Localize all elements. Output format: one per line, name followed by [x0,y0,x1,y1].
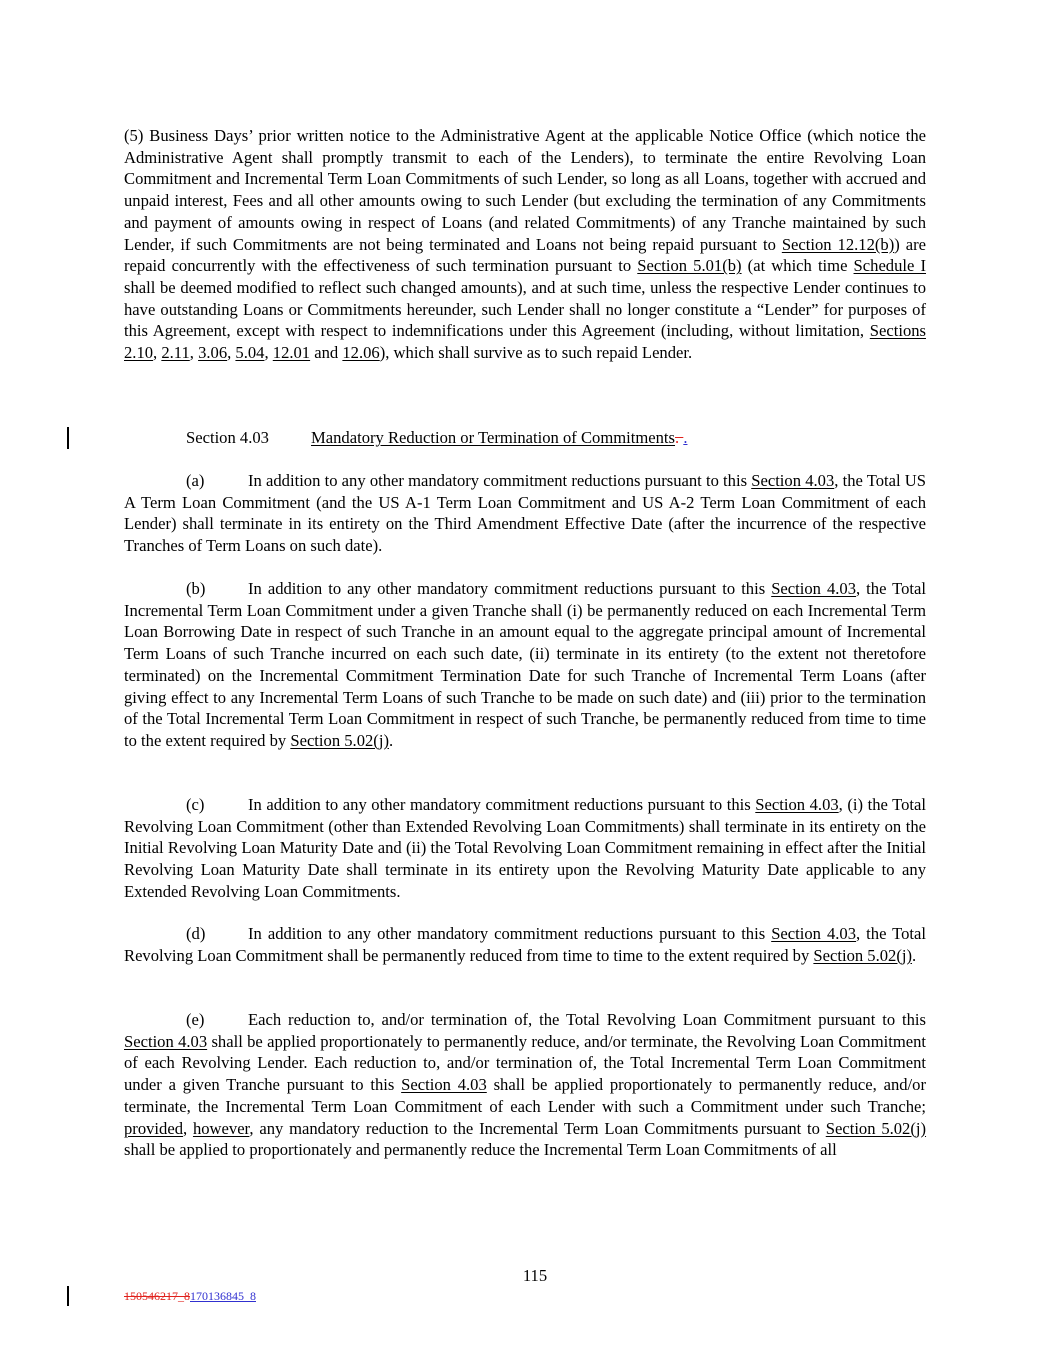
paragraph-label: (a) [186,471,205,490]
paragraph-label: (b) [186,579,206,598]
cross-reference: Section 4.03 [401,1075,487,1095]
inserted-doc-id: 170136845_8 [190,1289,256,1303]
para-text: ), which shall survive as to such repaid Lender. [379,343,693,363]
para-text: shall be deemed modified to reflect such changed amounts), and at such time, unless the respective Lender continues to have outstanding Loans or Commitments hereunder, such Lender shall no longer constitute a “Lender” for purposes of this Agreement, except with respect to indemnifications under this Agreement (including, without limitation, [124,277,926,341]
page-number: 115 [522,1266,548,1285]
cross-reference: 5.04 [235,343,265,363]
cross-reference: Section 5.02(j) [813,945,913,965]
document-id-footer [124,1289,256,1304]
inserted-text: . [683,428,688,447]
section-heading [186,427,687,449]
paragraph-label: (c) [186,795,205,814]
cross-reference: provided [124,1118,183,1138]
cross-reference: however [192,1118,250,1138]
para-text: and [310,343,343,363]
change-bar [67,1286,69,1306]
paragraph-d [124,923,926,966]
cross-reference: Section 4.03 [771,924,857,943]
para-text: , [183,1118,193,1138]
cross-reference: Section 5.02(j) [825,1118,927,1138]
paragraph-b [124,578,926,752]
section-number: Section 4.03 [186,428,269,447]
cross-reference: Sections 2.10 [124,321,926,363]
cross-reference: Section 5.02(j) [290,730,389,750]
cross-reference: 12.06 [342,343,380,363]
cross-reference: Section 4.03 [755,795,839,814]
cross-reference: Section 4.03 [751,471,835,490]
cross-reference: Section 12.12(b) [781,234,895,254]
cross-reference: Section 4.03 [771,579,857,598]
para-text: In addition to any other mandatory commitment reductions pursuant to this [248,579,772,598]
cross-reference: Section 5.01(b) [637,256,742,276]
para-text: shall be applied proportionately to permanently reduce, and/or terminate, the Revolving Loan Commitment of each Revolving Lender. Each reduction to, and/or termination of, the Total Incremental Term Loan Commitment under a given Tranche pursuant to this [124,1031,926,1095]
para-text: In addition to any other mandatory commitment reductions pursuant to this [248,924,772,943]
para-text: In addition to any other mandatory commitment reductions pursuant to this [248,471,752,490]
para-text: , (i) the Total Revolving Loan Commitment (other than Extended Revolving Loan Commitments) shall terminate in its entirety on the Initial Revolving Loan Maturity Date and (ii) the Total Revolving Loan Commitment remaining in effect after the Initial Revolving Loan Maturity Date shall terminate in its entirety upon the Revolving Maturity Date applicable to any Extended Revolving Loan Commitments. [124,795,926,901]
para-text: . [912,945,917,965]
para-text: shall be applied proportionately to permanently reduce, and/or terminate, the Incremental Term Loan Commitment of each Lender with such a Commitment under such Tranche; [124,1075,926,1116]
para-text: Each reduction to, and/or termination of, the Total Revolving Loan Commitment pursuant to this [248,1010,926,1029]
para-text: , the Total Incremental Term Loan Commitment under a given Tranche shall (i) be permanently reduced on each Incremental Term Loan Borrowing Date in respect of such Tranche in an amount equal to the aggregate principal amount of Incremental Term Loans of such Tranche incurred on each such date, (ii) terminate in its entirety (to the extent not theretofore terminated) on the Incremental Commitment Termination Date for such Tranche of Incremental Term Loans (after giving effect to any Incremental Term Loans of such Tranche to be made on such date) and (iii) prior to the termination of the Total Incremental Term Loan Commitment in respect of such Tranche, be permanently reduced from time to time to the extent required by [124,579,927,750]
paragraph-e [124,1009,926,1161]
para-text: , the Total Revolving Loan Commitment shall be permanently reduced from time to time to the extent required by [124,924,927,965]
cross-reference: 12.01 [272,343,311,363]
para-text: , the Total US A Term Loan Commitment (and the US A-1 Term Loan Commitment and US A-2 Term Loan Commitment of each Lender) shall terminate in its entirety on the Third Amendment Effective Date (after the incurrence of the respective Tranches of Term Loans on such date). [124,471,927,556]
para-text: In addition to any other mandatory commitment reductions pursuant to this [248,795,756,814]
para-text: (at which time [741,256,854,276]
para-text: shall be applied to proportionately and permanently reduce the Incremental Term Loan Commitments of all [124,1140,837,1160]
cross-reference: 2.11 [161,343,190,363]
paragraph-a [124,470,926,557]
para-text: (5) Business Days’ prior written notice to the Administrative Agent at the applicable Notice Office (which notice the Administrative Agent shall promptly transmit to each of the Lenders), to terminate the entire Revolving Loan Commitment and Incremental Term Loan Commitments of such Lender, so long as all Loans, together with accrued and unpaid interest, Fees and all other amounts owing to such Lender (but excluding the termination of any Commitments and payment of amounts owing in respect of Loans (and related Commitments) of any Tranche maintained by such Lender, if such Commitments are not being terminated and Loans not being repaid pursuant to [124,126,926,254]
change-bar [67,427,69,449]
deleted-text: . [675,428,684,447]
cross-reference: Schedule I [853,256,927,276]
deleted-doc-id: 150546217_8 [124,1289,190,1303]
para-text: ) are repaid concurrently with the effectiveness of such termination pursuant to [124,234,926,276]
section-title: Mandatory Reduction or Termination of Commitments [311,428,676,447]
cross-reference: Section 4.03 [124,1031,208,1051]
para-text: , any mandatory reduction to the Incremental Term Loan Commitments pursuant to [249,1118,826,1138]
para-text: . [388,730,394,750]
paragraph-c [124,794,926,903]
paragraph-label: (d) [186,924,206,943]
paragraph-label: (e) [186,1010,205,1029]
paragraph-continuation: (5) Business Days’ prior written notice to the Administrative Agent at the applicable Notice Office (which notice the Administrative Agent shall promptly transmit to each of the Lenders), to terminate the entire Revolving Loan Commitment and Incremental Term Loan Commitments of such Lender, so long as all Loans, together with accrued and unpaid interest, Fees and all other amounts owing to such Lender (but excluding the termination of any Commitments and payment of amounts owing in respect of Loans (and related Commitments) of any Tranche maintained by such Lender, if such Commitments are not being terminated and Loans not being repaid pursuant to Section 12.12(b)) are repaid concurrently with the effectiveness of such termination pursuant to Section 5.01(b) (at which time Schedule I shall be deemed modified to reflect such changed amounts), and at such time, unless the respective Lender continues to have outstanding Loans or Commitments hereunder, such Lender shall no longer constitute a “Lender” for purposes of this Agreement, except with respect to indemnifications under this Agreement (including, without limitation, Sections 2.10, 2.11, 3.06, 5.04, 12.01 and 12.06), which shall survive as to such repaid Lender. [124,126,927,363]
cross-reference: 3.06 [198,343,228,363]
